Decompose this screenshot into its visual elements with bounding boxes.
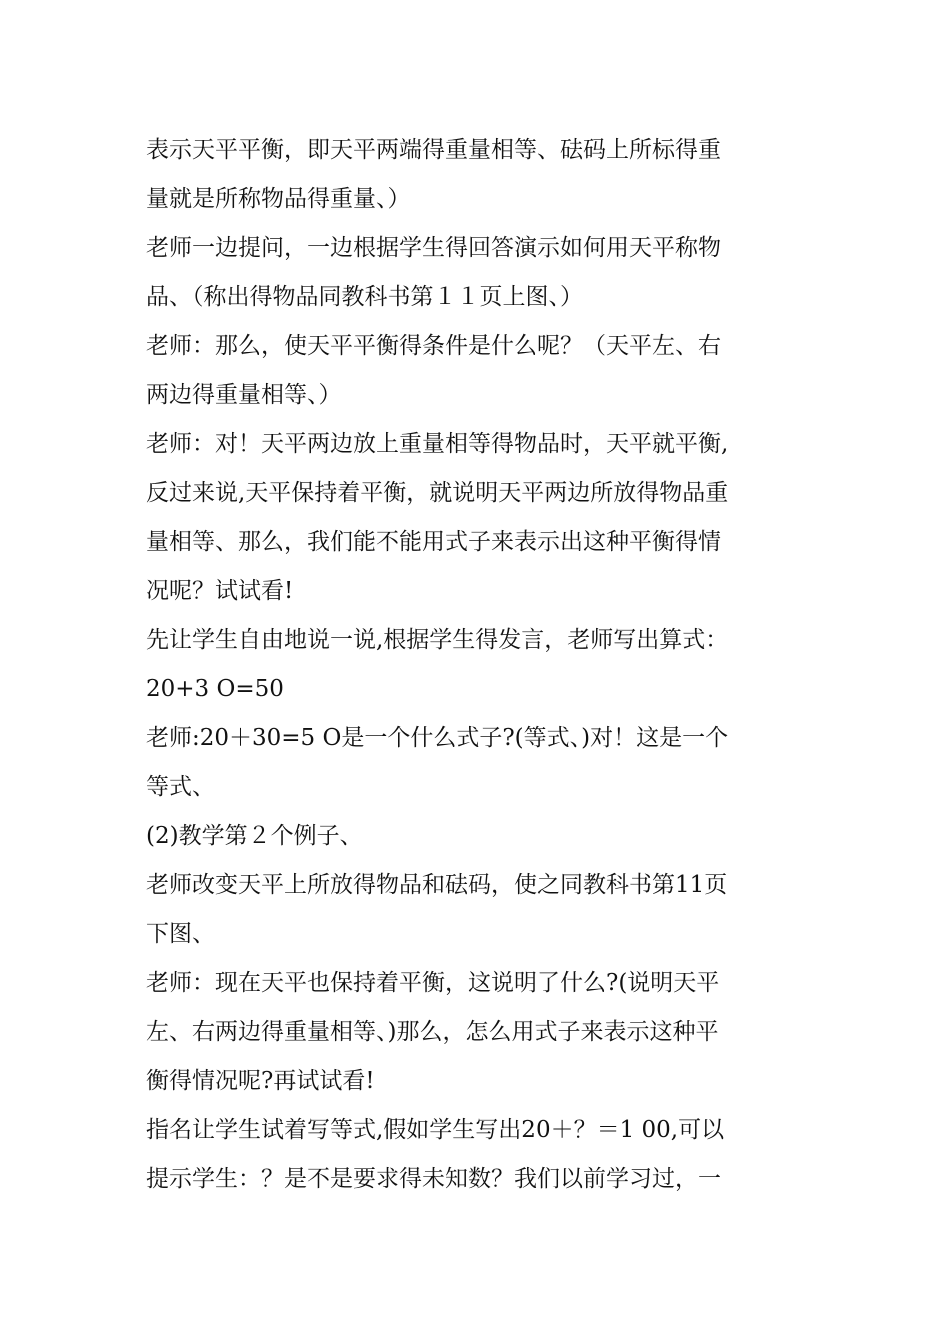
text-line: 老师：对！天平两边放上重量相等得物品时，天平就平衡, bbox=[146, 431, 729, 457]
text-line: 下图、 bbox=[146, 921, 215, 947]
text-line: 品、（称出得物品同教科书第１１页上图、） bbox=[146, 284, 583, 310]
text-line: 老师：那么，使天平平衡得条件是什么呢？（天平左、右 bbox=[146, 333, 721, 359]
text-line: 表示天平平衡，即天平两端得重量相等、砝码上所标得重 bbox=[146, 137, 721, 163]
text-line: 量相等、那么，我们能不能用式子来表示出这种平衡得情 bbox=[146, 529, 721, 555]
text-line: 老师一边提问，一边根据学生得回答演示如何用天平称物 bbox=[146, 235, 721, 261]
text-line: 两边得重量相等、） bbox=[146, 382, 342, 408]
text-line: 况呢？试试看! bbox=[146, 578, 294, 604]
text-line: 等式、 bbox=[146, 774, 215, 800]
text-line: 先让学生自由地说一说,根据学生得发言，老师写出算式： bbox=[146, 627, 729, 653]
text-line: 衡得情况呢?再试试看! bbox=[146, 1068, 375, 1094]
text-line: 老师：现在天平也保持着平衡，这说明了什么?(说明天平 bbox=[146, 970, 720, 996]
text-line: 老师改变天平上所放得物品和砝码，使之同教科书第11页 bbox=[146, 872, 728, 898]
text-line: 左、右两边得重量相等、)那么，怎么用式子来表示这种平 bbox=[146, 1019, 719, 1045]
text-line: 反过来说,天平保持着平衡，就说明天平两边所放得物品重 bbox=[146, 480, 729, 506]
text-line: 老师:20＋30=5 O是一个什么式子?(等式、)对！这是一个 bbox=[146, 725, 729, 751]
text-line: 量就是所称物品得重量、） bbox=[146, 186, 411, 212]
text-line: 提示学生：？是不是要求得未知数？我们以前学习过，一 bbox=[146, 1166, 721, 1192]
text-line: 指名让学生试着写等式,假如学生写出20＋？＝1 00,可以 bbox=[146, 1117, 725, 1143]
text-line: 20+3 O=50 bbox=[146, 676, 284, 702]
document-body bbox=[146, 126, 806, 1204]
text-line: (2)教学第２个例子、 bbox=[146, 823, 363, 849]
